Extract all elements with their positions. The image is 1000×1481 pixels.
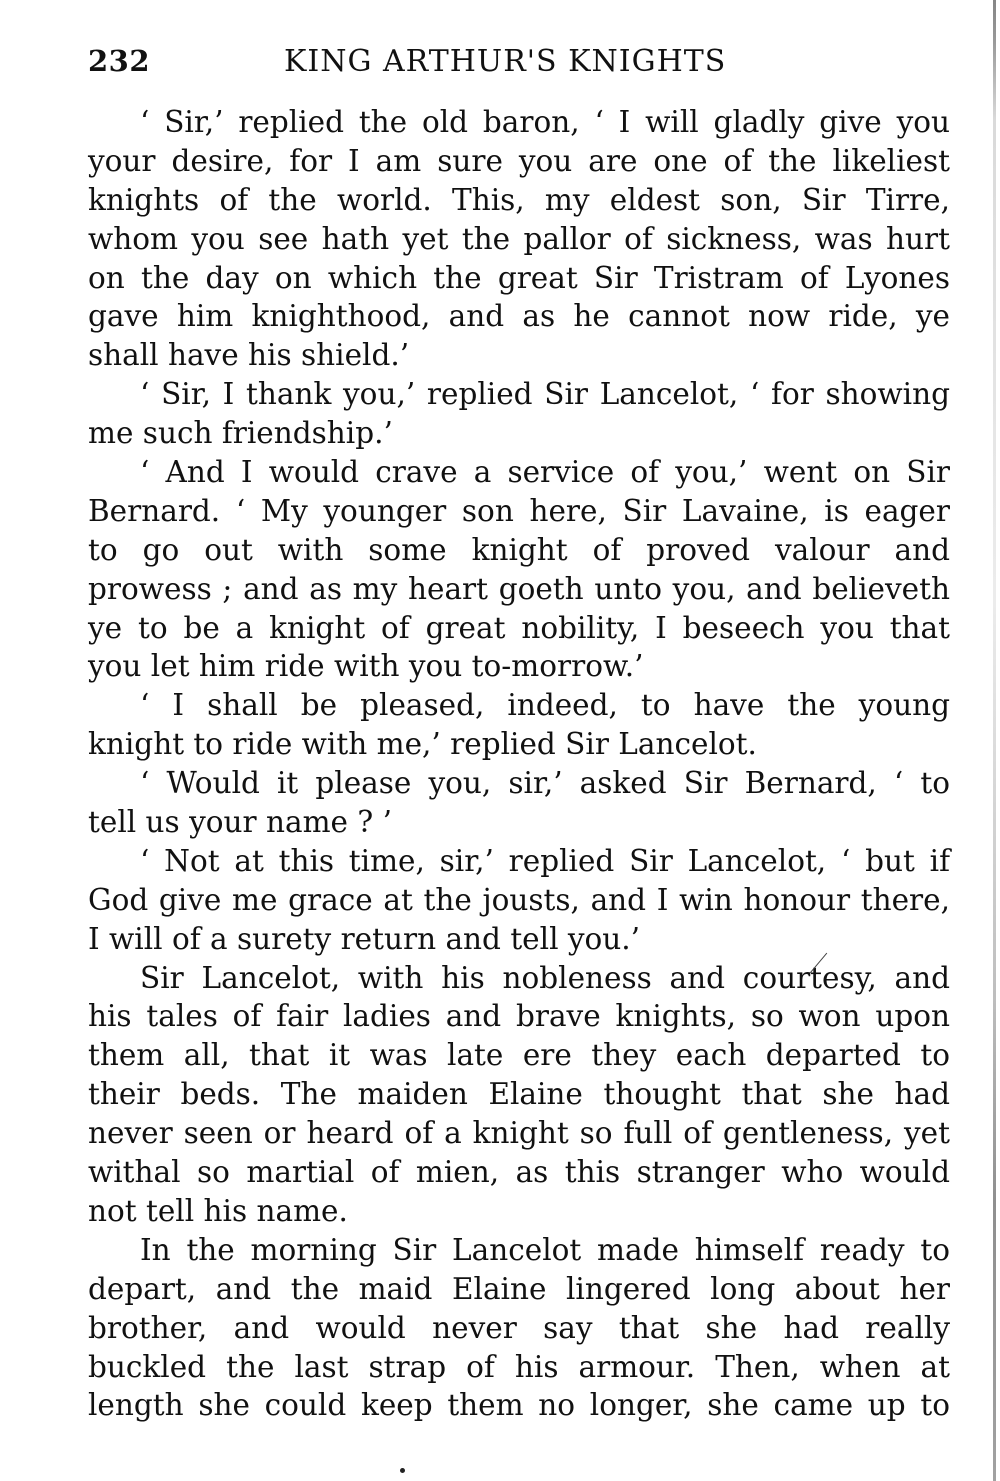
text-line: knight to ride with me,’ replied Sir Lancelot.: [88, 727, 757, 762]
running-head: KING ARTHUR'S KNIGHTS: [284, 44, 727, 79]
text-line: brother, and would never say that she had really: [88, 1310, 950, 1345]
page-edge-shadow: [993, 0, 996, 1481]
text-line: me such friendship.’: [88, 416, 393, 451]
text-line: knights of the world. This, my eldest son, Sir Tirre,: [88, 182, 950, 217]
text-line: In the morning Sir Lancelot made himself ready to: [140, 1232, 950, 1267]
text-line: gave him knighthood, and as he cannot now ride, ye: [88, 299, 950, 334]
body-text: [88, 103, 950, 1425]
text-line: Bernard. ‘ My younger son here, Sir Lavaine, is eager: [88, 493, 950, 528]
text-line: length she could keep them no longer, she came up to: [88, 1388, 950, 1423]
page-header: [88, 44, 950, 84]
page-number: 232: [88, 44, 151, 78]
text-line: shall have his shield.’: [88, 338, 410, 373]
text-line: not tell his name.: [88, 1193, 348, 1228]
text-line: ‘ Sir, I thank you,’ replied Sir Lancelot, ‘ for showing: [140, 377, 950, 412]
text-line: withal so martial of mien, as this stranger who would: [88, 1155, 950, 1190]
text-line: ‘ I shall be pleased, indeed, to have the young: [140, 688, 950, 723]
text-line: you let him ride with you to-morrow.’: [88, 649, 644, 684]
ink-speck: [400, 1468, 405, 1473]
text-line: prowess ; and as my heart goeth unto you, and believeth: [88, 571, 950, 606]
text-line: his tales of fair ladies and brave knights, so won upon: [88, 999, 950, 1034]
text-line: I will of a surety return and tell you.’: [88, 921, 641, 956]
text-line: ‘ Would it please you, sir,’ asked Sir Bernard, ‘ to: [140, 766, 950, 801]
text-line: on the day on which the great Sir Tristram of Lyones: [88, 260, 950, 295]
text-line: whom you see hath yet the pallor of sickness, was hurt: [88, 221, 950, 256]
text-line: ‘ Not at this time, sir,’ replied Sir Lancelot, ‘ but if: [140, 843, 950, 878]
text-line: your desire, for I am sure you are one of the likeliest: [88, 143, 950, 178]
text-line: them all, that it was late ere they each departed to: [88, 1038, 950, 1073]
text-line: buckled the last strap of his armour. Then, when at: [88, 1349, 950, 1384]
text-line: God give me grace at the jousts, and I win honour there,: [88, 882, 950, 917]
text-line: ‘ Sir,’ replied the old baron, ‘ I will gladly give you: [140, 105, 950, 139]
text-line: their beds. The maiden Elaine thought that she had: [88, 1077, 950, 1112]
text-line: tell us your name ? ’: [88, 805, 392, 840]
text-line: ye to be a knight of great nobility, I beseech you that: [88, 610, 950, 645]
text-line: ‘ And I would crave a service of you,’ went on Sir: [140, 455, 950, 490]
text-line: depart, and the maid Elaine lingered long about her: [88, 1271, 950, 1306]
text-line: Sir Lancelot, with his nobleness and courtesy, and: [140, 960, 950, 995]
text-line: never seen or heard of a knight so full of gentleness, yet: [88, 1116, 950, 1151]
text-line: to go out with some knight of proved valour and: [88, 532, 950, 567]
